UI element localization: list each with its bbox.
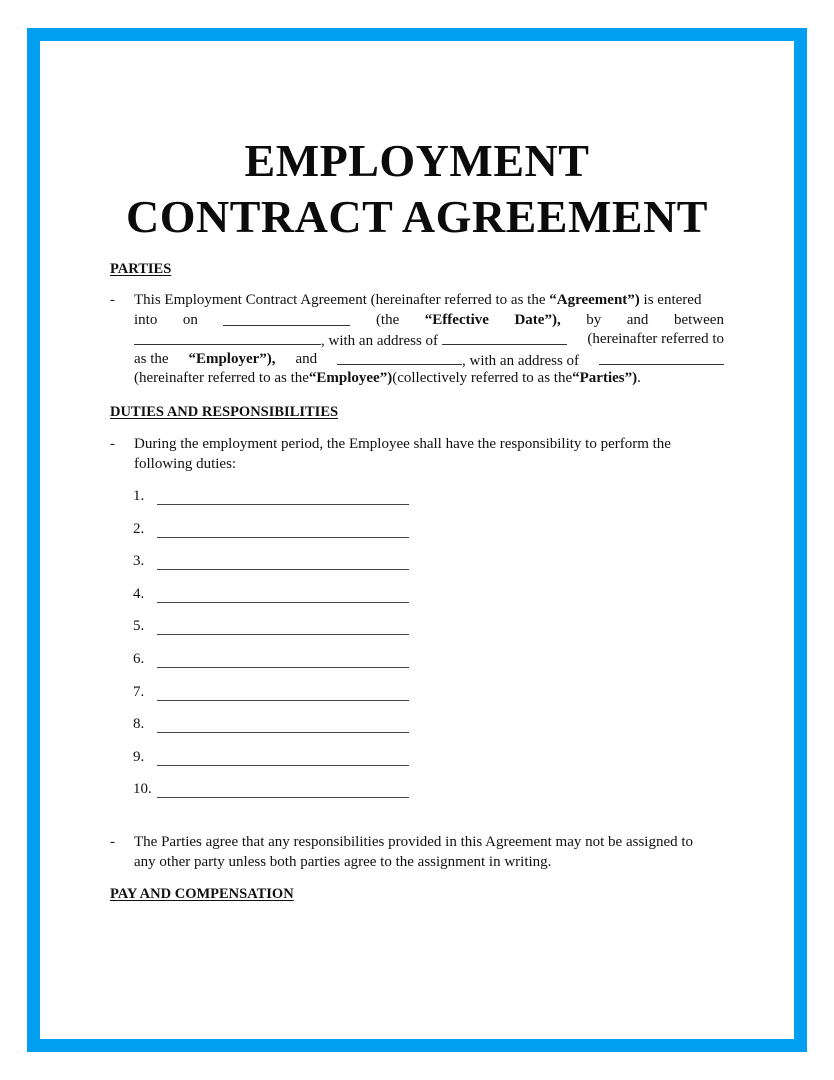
duty-item-6: 6. — [133, 651, 409, 668]
duty-item-4: 4. — [133, 586, 409, 603]
section-heading-duties: DUTIES AND RESPONSIBILITIES — [110, 404, 339, 420]
duty-blank-3[interactable] — [157, 553, 409, 570]
duty-blank-1[interactable] — [157, 488, 409, 505]
duties-intro: During the employment period, the Employee shall have the responsibility to perform the following duties: — [134, 436, 671, 472]
duty-blank-4[interactable] — [157, 586, 409, 603]
parties-line-3: , with an address of (hereinafter referred to — [134, 330, 724, 350]
term-effective: “Effective — [424, 311, 489, 328]
document-title-line2: CONTRACT AGREEMENT — [126, 191, 708, 242]
duty-item-8: 8. — [133, 716, 409, 733]
duty-item-1: 1. — [133, 488, 409, 505]
duty-item-3: 3. — [133, 553, 409, 570]
section-heading-pay: PAY AND COMPENSATION — [110, 886, 294, 902]
parties-line-1: This Employment Contract Agreement (hereinafter referred to as the “Agreement”) is entered — [134, 292, 702, 308]
duties-note: The Parties agree that any responsibilities provided in this Agreement may not be assigned to any other party unless both parties agree to the assignment in writing. — [134, 834, 694, 870]
duty-blank-9[interactable] — [157, 749, 409, 766]
duty-item-5: 5. — [133, 618, 409, 635]
parties-paragraph — [134, 291, 724, 389]
employee-address-blank[interactable] — [599, 350, 724, 365]
parties-line-5: (hereinafter referred to as the “Employee”) (collectively referred to as the “Parties”) . — [134, 369, 724, 389]
duty-blank-10[interactable] — [157, 781, 409, 798]
duty-item-9: 9. — [133, 749, 409, 766]
duty-item-2: 2. — [133, 521, 409, 538]
term-employee: “Employee”) — [308, 370, 393, 387]
duty-item-10: 10. — [133, 781, 409, 798]
employee-name-blank[interactable] — [337, 350, 462, 365]
employer-name-blank[interactable] — [134, 330, 321, 345]
bullet-dash: - — [110, 436, 115, 452]
term-employer: “Employer”), — [188, 350, 276, 367]
duty-blank-7[interactable] — [157, 684, 409, 701]
duty-blank-2[interactable] — [157, 521, 409, 538]
section-heading-parties: PARTIES — [110, 261, 172, 277]
parties-line-2: into on (the “Effective Date”), by and between — [134, 311, 724, 331]
term-date: Date”), — [514, 311, 561, 328]
effective-date-blank[interactable] — [223, 311, 350, 326]
term-agreement: “Agreement”) — [549, 292, 640, 308]
duty-item-7: 7. — [133, 684, 409, 701]
employer-address-blank[interactable] — [442, 330, 567, 345]
document-title-line1: EMPLOYMENT — [244, 135, 590, 186]
parties-line-4: as the “Employer”), and , with an address of — [134, 350, 724, 370]
duty-blank-5[interactable] — [157, 618, 409, 635]
duty-blank-6[interactable] — [157, 651, 409, 668]
duty-blank-8[interactable] — [157, 716, 409, 733]
bullet-dash: - — [110, 834, 115, 850]
term-parties: “Parties”) — [572, 370, 638, 387]
bullet-dash: - — [110, 292, 115, 308]
